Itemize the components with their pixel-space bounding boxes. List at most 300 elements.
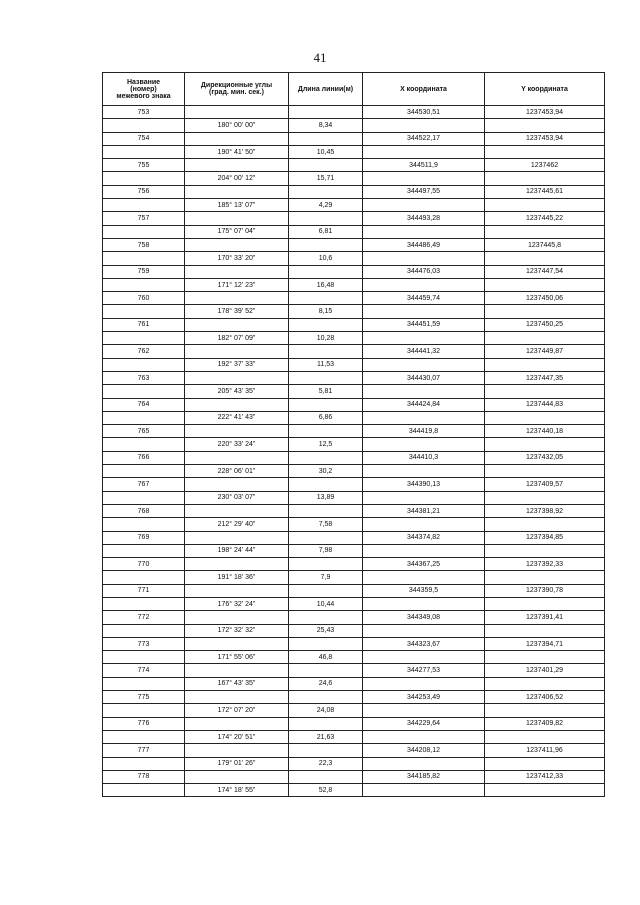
point-name: 775 [103, 691, 185, 704]
point-row [103, 292, 605, 305]
empty-cell [185, 318, 289, 331]
segment-row [103, 145, 605, 158]
x-coordinate: 344208,12 [363, 744, 485, 757]
y-coordinate: 1237406,52 [485, 691, 605, 704]
empty-cell [185, 185, 289, 198]
point-name: 772 [103, 611, 185, 624]
empty-cell [363, 172, 485, 185]
point-name: 755 [103, 159, 185, 172]
point-name: 769 [103, 531, 185, 544]
point-row [103, 611, 605, 624]
empty-cell [363, 518, 485, 531]
empty-cell [185, 106, 289, 119]
segment-row [103, 704, 605, 717]
empty-cell [185, 425, 289, 438]
empty-cell [485, 784, 605, 797]
segment-row [103, 305, 605, 318]
segment-row [103, 385, 605, 398]
point-row [103, 531, 605, 544]
line-length: 6,81 [289, 225, 363, 238]
empty-cell [485, 199, 605, 212]
empty-cell [289, 717, 363, 730]
point-name: 754 [103, 132, 185, 145]
segment-row [103, 119, 605, 132]
empty-cell [185, 265, 289, 278]
point-row [103, 744, 605, 757]
empty-cell [103, 677, 185, 690]
point-row [103, 371, 605, 384]
empty-cell [363, 571, 485, 584]
empty-cell [485, 491, 605, 504]
empty-cell [363, 784, 485, 797]
line-length: 52,8 [289, 784, 363, 797]
empty-cell [185, 531, 289, 544]
y-coordinate: 1237398,92 [485, 504, 605, 517]
point-name: 777 [103, 744, 185, 757]
empty-cell [185, 292, 289, 305]
x-coordinate: 344359,5 [363, 584, 485, 597]
line-length: 21,63 [289, 730, 363, 743]
direction-angle: 190° 41' 50" [185, 145, 289, 158]
segment-row [103, 677, 605, 690]
empty-cell [103, 784, 185, 797]
empty-cell [289, 611, 363, 624]
empty-cell [289, 292, 363, 305]
line-length: 13,89 [289, 491, 363, 504]
line-length: 7,58 [289, 518, 363, 531]
segment-row [103, 518, 605, 531]
segment-row [103, 730, 605, 743]
y-coordinate: 1237411,96 [485, 744, 605, 757]
point-row [103, 425, 605, 438]
y-coordinate: 1237440,18 [485, 425, 605, 438]
x-coordinate: 344323,67 [363, 637, 485, 650]
empty-cell [103, 305, 185, 318]
direction-angle: 222° 41' 43" [185, 411, 289, 424]
empty-cell [363, 730, 485, 743]
point-name: 762 [103, 345, 185, 358]
empty-cell [103, 465, 185, 478]
direction-angle: 198° 24' 44" [185, 544, 289, 557]
empty-cell [289, 664, 363, 677]
segment-row [103, 252, 605, 265]
empty-cell [363, 385, 485, 398]
empty-cell [289, 185, 363, 198]
x-coordinate: 344497,55 [363, 185, 485, 198]
x-coordinate: 344253,49 [363, 691, 485, 704]
line-length: 24,08 [289, 704, 363, 717]
empty-cell [485, 518, 605, 531]
x-coordinate: 344390,13 [363, 478, 485, 491]
x-coordinate: 344381,21 [363, 504, 485, 517]
point-name: 765 [103, 425, 185, 438]
empty-cell [289, 212, 363, 225]
empty-cell [289, 132, 363, 145]
x-coordinate: 344530,51 [363, 106, 485, 119]
empty-cell [363, 597, 485, 610]
segment-row [103, 544, 605, 557]
y-coordinate: 1237449,87 [485, 345, 605, 358]
line-length: 25,43 [289, 624, 363, 637]
empty-cell [185, 238, 289, 251]
empty-cell [185, 398, 289, 411]
header-x-coordinate: X координата [363, 73, 485, 106]
y-coordinate: 1237447,35 [485, 371, 605, 384]
y-coordinate: 1237447,54 [485, 265, 605, 278]
x-coordinate: 344367,25 [363, 558, 485, 571]
point-row [103, 664, 605, 677]
empty-cell [185, 637, 289, 650]
direction-angle: 170° 33' 20" [185, 252, 289, 265]
empty-cell [485, 278, 605, 291]
point-name: 766 [103, 451, 185, 464]
empty-cell [363, 305, 485, 318]
empty-cell [185, 212, 289, 225]
point-row [103, 345, 605, 358]
line-length: 10,44 [289, 597, 363, 610]
direction-angle: 204° 00' 12" [185, 172, 289, 185]
empty-cell [485, 465, 605, 478]
header-y-coordinate: Y координата [485, 73, 605, 106]
point-row [103, 212, 605, 225]
empty-cell [485, 252, 605, 265]
empty-cell [185, 451, 289, 464]
point-name: 756 [103, 185, 185, 198]
line-length: 10,28 [289, 332, 363, 345]
empty-cell [103, 757, 185, 770]
empty-cell [103, 358, 185, 371]
y-coordinate: 1237445,8 [485, 238, 605, 251]
line-length: 7,9 [289, 571, 363, 584]
empty-cell [289, 637, 363, 650]
empty-cell [185, 611, 289, 624]
line-length: 8,34 [289, 119, 363, 132]
empty-cell [485, 411, 605, 424]
empty-cell [485, 385, 605, 398]
empty-cell [363, 757, 485, 770]
y-coordinate: 1237394,85 [485, 531, 605, 544]
point-row [103, 584, 605, 597]
empty-cell [485, 597, 605, 610]
empty-cell [363, 358, 485, 371]
x-coordinate: 344229,64 [363, 717, 485, 730]
segment-row [103, 411, 605, 424]
direction-angle: 178° 39' 52" [185, 305, 289, 318]
y-coordinate: 1237453,94 [485, 106, 605, 119]
y-coordinate: 1237450,06 [485, 292, 605, 305]
empty-cell [289, 478, 363, 491]
direction-angle: 182° 07' 09" [185, 332, 289, 345]
direction-angle: 180° 00' 00" [185, 119, 289, 132]
segment-row [103, 784, 605, 797]
point-name: 773 [103, 637, 185, 650]
x-coordinate: 344451,59 [363, 318, 485, 331]
empty-cell [103, 119, 185, 132]
x-coordinate: 344430,07 [363, 371, 485, 384]
empty-cell [289, 770, 363, 783]
x-coordinate: 344511,9 [363, 159, 485, 172]
point-row [103, 106, 605, 119]
empty-cell [185, 371, 289, 384]
empty-cell [289, 371, 363, 384]
line-length: 46,8 [289, 651, 363, 664]
empty-cell [185, 770, 289, 783]
empty-cell [103, 571, 185, 584]
empty-cell [485, 544, 605, 557]
point-row [103, 159, 605, 172]
point-row [103, 770, 605, 783]
empty-cell [103, 172, 185, 185]
line-length: 30,2 [289, 465, 363, 478]
segment-row [103, 172, 605, 185]
y-coordinate: 1237401,29 [485, 664, 605, 677]
point-name: 771 [103, 584, 185, 597]
direction-angle: 174° 20' 51" [185, 730, 289, 743]
point-name: 757 [103, 212, 185, 225]
y-coordinate: 1237409,82 [485, 717, 605, 730]
direction-angle: 167° 43' 35" [185, 677, 289, 690]
empty-cell [103, 544, 185, 557]
x-coordinate: 344522,17 [363, 132, 485, 145]
empty-cell [485, 305, 605, 318]
line-length: 16,48 [289, 278, 363, 291]
point-row [103, 132, 605, 145]
direction-angle: 192° 37' 33" [185, 358, 289, 371]
point-row [103, 265, 605, 278]
empty-cell [485, 225, 605, 238]
empty-cell [185, 717, 289, 730]
empty-cell [185, 132, 289, 145]
empty-cell [485, 358, 605, 371]
empty-cell [289, 504, 363, 517]
x-coordinate: 344374,82 [363, 531, 485, 544]
empty-cell [363, 145, 485, 158]
empty-cell [103, 385, 185, 398]
empty-cell [289, 398, 363, 411]
empty-cell [185, 558, 289, 571]
header-line-length: Длина линии(м) [289, 73, 363, 106]
empty-cell [103, 624, 185, 637]
direction-angle: 171° 12' 23" [185, 278, 289, 291]
empty-cell [363, 411, 485, 424]
empty-cell [289, 584, 363, 597]
point-row [103, 238, 605, 251]
point-name: 767 [103, 478, 185, 491]
segment-row [103, 199, 605, 212]
empty-cell [185, 345, 289, 358]
y-coordinate: 1237412,33 [485, 770, 605, 783]
line-length: 22,3 [289, 757, 363, 770]
empty-cell [103, 252, 185, 265]
empty-cell [103, 332, 185, 345]
direction-angle: 191° 18' 36" [185, 571, 289, 584]
empty-cell [363, 438, 485, 451]
empty-cell [363, 491, 485, 504]
line-length: 10,6 [289, 252, 363, 265]
empty-cell [103, 225, 185, 238]
point-row [103, 637, 605, 650]
line-length: 7,98 [289, 544, 363, 557]
page-number: 41 [313, 50, 327, 65]
empty-cell [289, 159, 363, 172]
empty-cell [363, 119, 485, 132]
point-row [103, 451, 605, 464]
y-coordinate: 1237409,57 [485, 478, 605, 491]
x-coordinate: 344441,32 [363, 345, 485, 358]
point-name: 763 [103, 371, 185, 384]
empty-cell [185, 744, 289, 757]
point-name: 753 [103, 106, 185, 119]
empty-cell [103, 597, 185, 610]
empty-cell [485, 730, 605, 743]
empty-cell [485, 704, 605, 717]
empty-cell [103, 411, 185, 424]
empty-cell [363, 252, 485, 265]
segment-row [103, 757, 605, 770]
direction-angle: 174° 18' 55" [185, 784, 289, 797]
x-coordinate: 344349,08 [363, 611, 485, 624]
empty-cell [185, 691, 289, 704]
point-name: 760 [103, 292, 185, 305]
segment-row [103, 465, 605, 478]
direction-angle: 172° 32' 32" [185, 624, 289, 637]
empty-cell [103, 278, 185, 291]
empty-cell [289, 558, 363, 571]
x-coordinate: 344185,82 [363, 770, 485, 783]
segment-row [103, 491, 605, 504]
empty-cell [289, 691, 363, 704]
empty-cell [363, 225, 485, 238]
empty-cell [103, 491, 185, 504]
empty-cell [289, 744, 363, 757]
segment-row [103, 651, 605, 664]
point-name: 758 [103, 238, 185, 251]
y-coordinate: 1237450,25 [485, 318, 605, 331]
empty-cell [289, 425, 363, 438]
point-name: 759 [103, 265, 185, 278]
empty-cell [485, 438, 605, 451]
x-coordinate: 344410,3 [363, 451, 485, 464]
segment-row [103, 332, 605, 345]
x-coordinate: 344486,49 [363, 238, 485, 251]
empty-cell [485, 119, 605, 132]
y-coordinate: 1237453,94 [485, 132, 605, 145]
point-row [103, 558, 605, 571]
direction-angle: 220° 33' 24" [185, 438, 289, 451]
direction-angle: 228° 06' 01" [185, 465, 289, 478]
point-row [103, 398, 605, 411]
point-name: 770 [103, 558, 185, 571]
empty-cell [185, 159, 289, 172]
point-name: 774 [103, 664, 185, 677]
y-coordinate: 1237394,71 [485, 637, 605, 650]
direction-angle: 230° 03' 07" [185, 491, 289, 504]
segment-row [103, 225, 605, 238]
x-coordinate: 344277,53 [363, 664, 485, 677]
table-body [103, 106, 605, 797]
empty-cell [103, 518, 185, 531]
empty-cell [289, 265, 363, 278]
segment-row [103, 624, 605, 637]
point-row [103, 318, 605, 331]
empty-cell [103, 145, 185, 158]
empty-cell [289, 318, 363, 331]
header-point-name: Название (номер) межевого знака [103, 73, 185, 106]
direction-angle: 171° 55' 06" [185, 651, 289, 664]
empty-cell [103, 438, 185, 451]
x-coordinate: 344424,84 [363, 398, 485, 411]
direction-angle: 176° 32' 24" [185, 597, 289, 610]
segment-row [103, 571, 605, 584]
empty-cell [363, 544, 485, 557]
empty-cell [363, 704, 485, 717]
empty-cell [485, 624, 605, 637]
direction-angle: 175° 07' 04" [185, 225, 289, 238]
empty-cell [485, 651, 605, 664]
point-row [103, 504, 605, 517]
y-coordinate: 1237444,83 [485, 398, 605, 411]
line-length: 12,5 [289, 438, 363, 451]
line-length: 11,53 [289, 358, 363, 371]
point-row [103, 717, 605, 730]
empty-cell [363, 332, 485, 345]
empty-cell [363, 624, 485, 637]
segment-row [103, 278, 605, 291]
y-coordinate: 1237391,41 [485, 611, 605, 624]
line-length: 10,45 [289, 145, 363, 158]
point-name: 764 [103, 398, 185, 411]
line-length: 5,81 [289, 385, 363, 398]
empty-cell [289, 345, 363, 358]
point-row [103, 478, 605, 491]
empty-cell [185, 664, 289, 677]
line-length: 6,86 [289, 411, 363, 424]
empty-cell [363, 278, 485, 291]
empty-cell [185, 584, 289, 597]
empty-cell [363, 677, 485, 690]
line-length: 4,29 [289, 199, 363, 212]
empty-cell [485, 757, 605, 770]
line-length: 24,6 [289, 677, 363, 690]
empty-cell [363, 651, 485, 664]
direction-angle: 172° 07' 20" [185, 704, 289, 717]
empty-cell [485, 571, 605, 584]
x-coordinate: 344459,74 [363, 292, 485, 305]
empty-cell [289, 238, 363, 251]
empty-cell [103, 730, 185, 743]
line-length: 8,15 [289, 305, 363, 318]
segment-row [103, 438, 605, 451]
y-coordinate: 1237462 [485, 159, 605, 172]
empty-cell [363, 199, 485, 212]
direction-angle: 179° 01' 26" [185, 757, 289, 770]
empty-cell [363, 465, 485, 478]
point-name: 778 [103, 770, 185, 783]
table-header-row [103, 73, 605, 106]
point-name: 776 [103, 717, 185, 730]
empty-cell [485, 677, 605, 690]
empty-cell [185, 504, 289, 517]
empty-cell [485, 145, 605, 158]
point-name: 768 [103, 504, 185, 517]
x-coordinate: 344476,03 [363, 265, 485, 278]
y-coordinate: 1237390,78 [485, 584, 605, 597]
empty-cell [485, 332, 605, 345]
empty-cell [103, 651, 185, 664]
x-coordinate: 344493,28 [363, 212, 485, 225]
direction-angle: 185° 13' 07" [185, 199, 289, 212]
point-name: 761 [103, 318, 185, 331]
